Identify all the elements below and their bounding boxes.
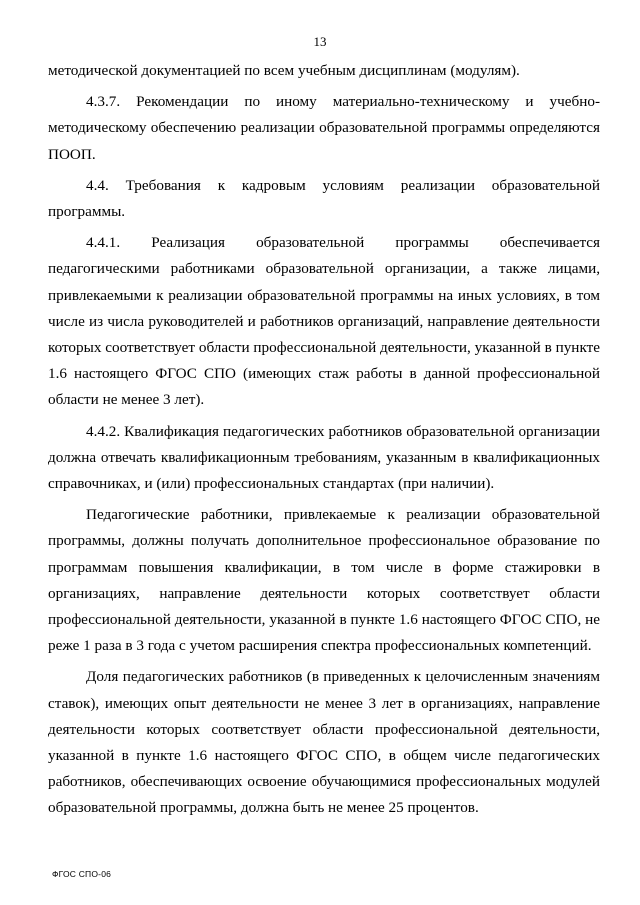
paragraph-teacher-share: Доля педагогических работников (в приведенных к целочисленным значениям ставок), имеющих опыт деятельности не менее 3 лет в организациях, направление деятельности которых соответствует области профессиональной деятельности, указанной в пункте 1.6 настоящего ФГОС СПО, в общем числе педагогических работников, обеспечивающих освоение обучающимися профессиональных модулей образовательной программы, должна быть не менее 25 процентов. <box>48 668 600 817</box>
paragraph-continuation: методической документацией по всем учебным дисциплинам (модулям). <box>48 62 520 79</box>
document-body <box>48 58 600 827</box>
page-number: 13 <box>313 34 327 49</box>
paragraph-4-4: 4.4. Требования к кадровым условиям реализации образовательной программы. <box>48 176 600 221</box>
paragraph-teacher-training: Педагогические работники, привлекаемые к реализации образовательной программы, должны получать дополнительное профессиональное образование по программам повышения квалификации, в том числе в форме стажировки в организациях, направление деятельности которых соответствует области профессиональной деятельности, указанной в пункте 1.6 настоящего ФГОС СПО, не реже 1 раза в 3 года с учетом расширения спектра профессиональных компетенций. <box>48 506 600 655</box>
paragraph-4-4-1: 4.4.1. Реализация образовательной программы обеспечивается педагогическими работниками образовательной организации, а также лицами, привлекаемыми к реализации образовательной программы на иных условиях, в том числе из числа руководителей и работников организаций, направление деятельности которых соответствует области профессиональной деятельности, указанной в пункте 1.6 настоящего ФГОС СПО (имеющих стаж работы в данной профессиональной области не менее 3 лет). <box>48 234 600 409</box>
document-footer: ФГОС СПО-06 <box>52 869 112 879</box>
paragraph-4-3-7: 4.3.7. Рекомендации по иному материально-техническому и учебно-методическому обеспечению реализации образовательной программы определяются ПООП. <box>48 93 600 163</box>
paragraph-4-4-2: 4.4.2. Квалификация педагогических работников образовательной организации должна отвечать квалификационным требованиям, указанным в квалификационных справочниках, и (или) профессиональных стандартах (при наличии). <box>48 422 600 493</box>
